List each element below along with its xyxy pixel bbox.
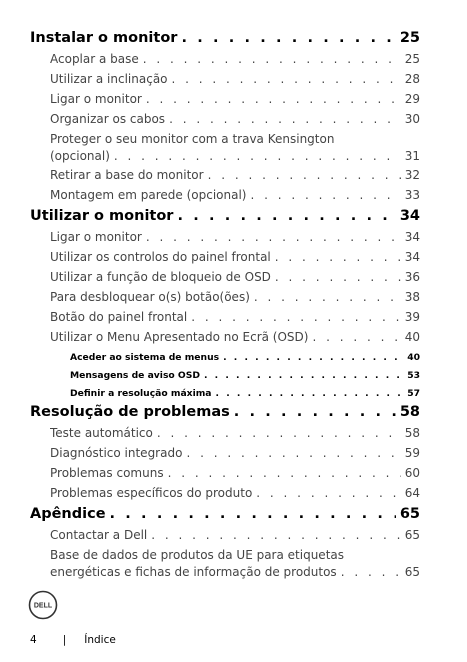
toc-entry-title: Apêndice (30, 506, 106, 522)
toc-leader-dots (186, 446, 400, 460)
toc-leader-dots (191, 310, 400, 324)
toc-entry-montagem-parede[interactable] (50, 188, 420, 202)
toc-leader-dots (275, 270, 401, 284)
toc-entry-title: Botão do painel frontal (50, 310, 188, 324)
toc-entry-page: 29 (404, 92, 420, 106)
toc-leader-dots (169, 112, 401, 126)
toc-entry-organizar-cabos[interactable] (50, 112, 420, 126)
toc-entry-title: Teste automático (50, 426, 153, 440)
toc-entry-title: Utilizar os controlos do painel frontal (50, 250, 271, 264)
toc-entry-problemas-especificos[interactable] (50, 486, 420, 500)
toc-entry-bloqueio-osd[interactable] (50, 270, 420, 284)
toc-leader-dots (216, 388, 404, 399)
toc-entry-title: Resolução de problemas (30, 404, 230, 420)
toc-entry-page: 53 (407, 370, 420, 381)
toc-entry-page: 40 (404, 330, 420, 344)
toc-entry-title: Problemas específicos do produto (50, 486, 253, 500)
toc-entry-title-line2: energéticas e fichas de informação de produtos (50, 565, 337, 579)
toc-entry-page: 34 (404, 250, 420, 264)
toc-entry-utilizar-monitor[interactable] (30, 208, 420, 224)
toc-leader-dots (146, 92, 401, 106)
toc-entry-page: 38 (404, 290, 420, 304)
toc-entry-page: 36 (404, 270, 420, 284)
toc-leader-dots (151, 528, 400, 542)
toc-leader-dots (256, 486, 400, 500)
toc-leader-dots (223, 352, 403, 363)
toc-leader-dots (177, 208, 395, 224)
toc-entry-menu-osd[interactable] (50, 330, 420, 344)
toc-entry-mensagens-aviso[interactable] (70, 370, 420, 381)
toc-entry-title: Ligar o monitor (50, 230, 142, 244)
dell-logo (28, 590, 58, 620)
toc-entry-page: 39 (404, 310, 420, 324)
toc-entry-page: 65 (404, 565, 420, 579)
toc-entry-page: 64 (404, 486, 420, 500)
footer-section-label: Índice (84, 634, 116, 646)
toc-entry-botao-painel[interactable] (50, 310, 420, 324)
toc-entry-title: Problemas comuns (50, 466, 164, 480)
toc-entry-page: 40 (407, 352, 420, 363)
toc-entry-resolucao-maxima[interactable] (70, 388, 420, 399)
toc-leader-dots (204, 370, 403, 381)
toc-entry-acoplar-base[interactable] (50, 52, 420, 66)
toc-entry-title: Aceder ao sistema de menus (70, 352, 220, 363)
toc-entry-desbloquear-botoes[interactable] (50, 290, 420, 304)
toc-leader-dots (114, 149, 401, 163)
toc-entry-instalar-monitor[interactable] (30, 30, 420, 46)
toc-leader-dots (341, 565, 401, 579)
toc-entry-title-line2: (opcional) (50, 149, 110, 163)
toc-entry-title: Acoplar a base (50, 52, 139, 66)
toc-entry-problemas-comuns[interactable] (50, 466, 420, 480)
toc-entry-resolucao-problemas[interactable] (30, 404, 420, 420)
toc-entry-page: 34 (404, 230, 420, 244)
toc-entry-page: 34 (399, 208, 420, 224)
toc-entry-page: 58 (404, 426, 420, 440)
toc-entry-page: 32 (404, 168, 420, 182)
toc-entry-title: Instalar o monitor (30, 30, 178, 46)
toc-entry-utilizar-inclinacao[interactable] (50, 72, 420, 86)
toc-entry-title: Montagem em parede (opcional) (50, 188, 247, 202)
dell-logo-text: DELL (33, 602, 53, 610)
toc-entry-page: 28 (404, 72, 420, 86)
toc-entry-title: Utilizar o monitor (30, 208, 174, 224)
toc-entry-title: Mensagens de aviso OSD (70, 370, 200, 381)
toc-entry-retirar-base[interactable] (50, 168, 420, 182)
toc-leader-dots (254, 290, 401, 304)
page-footer (30, 634, 116, 646)
toc-entry-page: 65 (399, 506, 420, 522)
toc-entry-title-line1: Base de dados de produtos da UE para etiquetas (50, 548, 344, 562)
toc-entry-page: 65 (404, 528, 420, 542)
footer-separator: | (62, 634, 67, 646)
toc-entry-page: 57 (407, 388, 420, 399)
toc-entry-diagnostico[interactable] (50, 446, 420, 460)
toc-entry-page: 30 (404, 112, 420, 126)
toc-entry-page: 60 (404, 466, 420, 480)
toc-entry-controlos-painel[interactable] (50, 250, 420, 264)
toc-entry-contactar-dell[interactable] (50, 528, 420, 542)
toc-entry-page: 59 (404, 446, 420, 460)
toc-leader-dots (275, 250, 401, 264)
page-number: 4 (30, 634, 37, 646)
toc-entry-title-line1: Proteger o seu monitor com a trava Kensington (50, 132, 335, 146)
toc-entry-apendice[interactable] (30, 506, 420, 522)
toc-leader-dots (250, 188, 400, 202)
toc-leader-dots (208, 168, 401, 182)
toc-leader-dots (312, 330, 400, 344)
toc-entry-teste-automatico[interactable] (50, 426, 420, 440)
toc-entry-title: Ligar o monitor (50, 92, 142, 106)
toc-entry-title: Para desbloquear o(s) botão(ões) (50, 290, 250, 304)
toc-entry-title: Retirar a base do monitor (50, 168, 204, 182)
toc-entry-ligar-monitor-2[interactable] (50, 230, 420, 244)
toc-entry-title: Diagnóstico integrado (50, 446, 183, 460)
toc-entry-ligar-monitor[interactable] (50, 92, 420, 106)
toc-entry-aceder-menus[interactable] (70, 352, 420, 363)
toc-entry-title: Organizar os cabos (50, 112, 166, 126)
toc-entry-title: Utilizar o Menu Apresentado no Ecrã (OSD) (50, 330, 309, 344)
toc-entry-title: Contactar a Dell (50, 528, 148, 542)
toc-entry-kensington[interactable] (50, 132, 420, 163)
toc-leader-dots (146, 230, 401, 244)
toc-entry-page: 25 (404, 52, 420, 66)
toc-entry-title: Utilizar a função de bloqueio de OSD (50, 270, 271, 284)
toc-leader-dots (181, 30, 395, 46)
toc-entry-base-dados-ue[interactable] (50, 548, 420, 579)
toc-leader-dots (168, 466, 401, 480)
toc-entry-page: 58 (399, 404, 420, 420)
toc-entry-title: Definir a resolução máxima (70, 388, 212, 399)
toc-entry-page: 25 (399, 30, 420, 46)
toc-leader-dots (172, 72, 401, 86)
toc-leader-dots (143, 52, 401, 66)
toc-entry-page: 33 (404, 188, 420, 202)
toc-leader-dots (157, 426, 401, 440)
toc-leader-dots (234, 404, 396, 420)
toc-entry-page: 31 (404, 149, 420, 163)
toc-entry-title: Utilizar a inclinação (50, 72, 168, 86)
toc-leader-dots (110, 506, 396, 522)
